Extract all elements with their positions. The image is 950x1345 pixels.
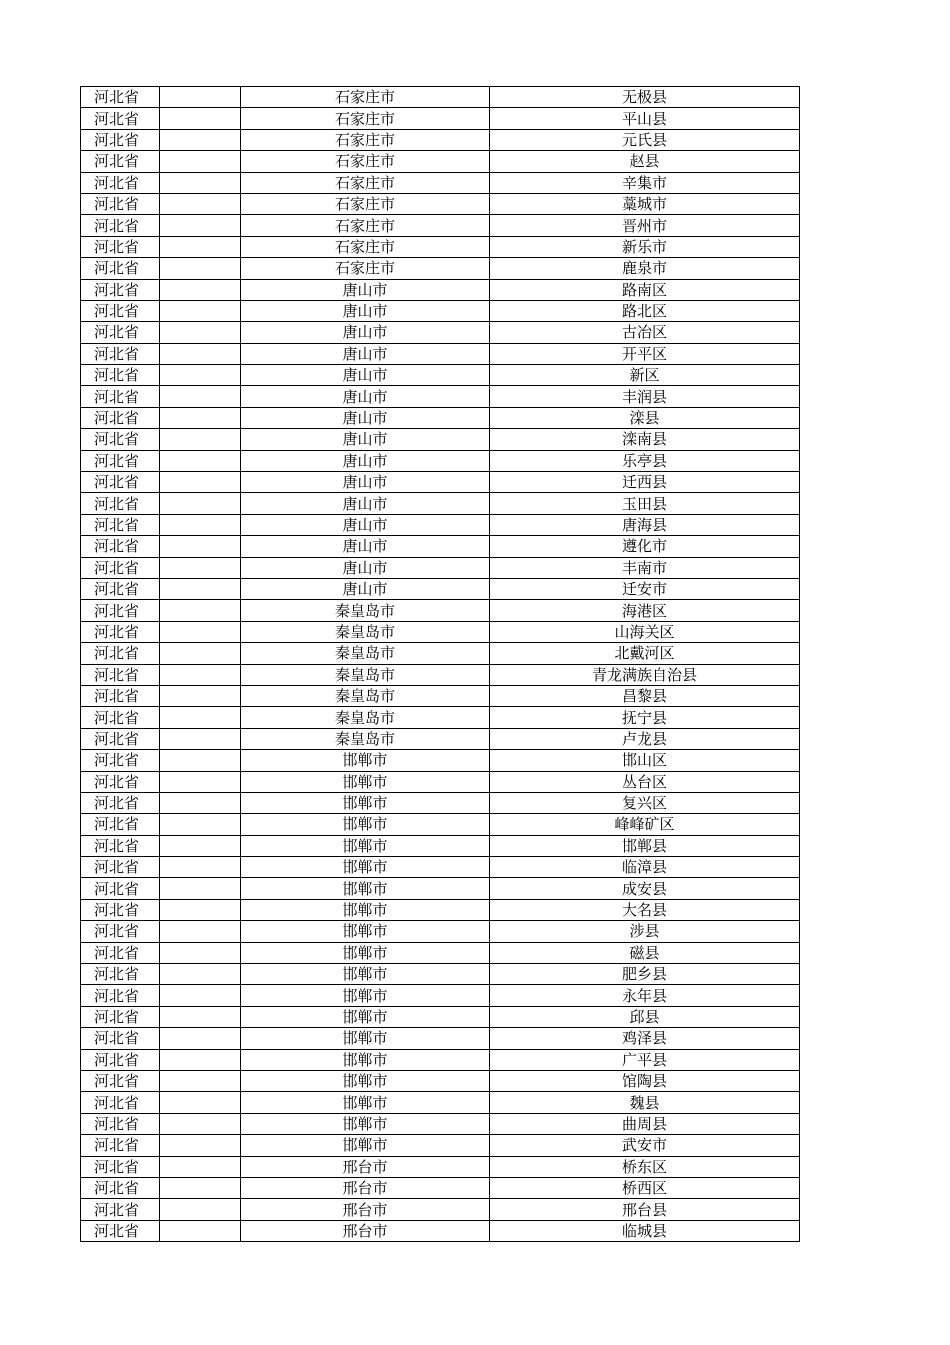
table-row <box>81 557 800 578</box>
table-row <box>81 621 800 642</box>
province-cell: 河北省 <box>81 343 160 364</box>
county-cell: 肥乡县 <box>490 964 800 985</box>
table-row <box>81 1199 800 1220</box>
city-cell: 秦皇岛市 <box>241 685 490 706</box>
empty-cell <box>160 322 241 343</box>
province-cell: 河北省 <box>81 1199 160 1220</box>
empty-cell <box>160 1199 241 1220</box>
city-cell: 唐山市 <box>241 365 490 386</box>
empty-cell <box>160 450 241 471</box>
empty-cell <box>160 985 241 1006</box>
empty-cell <box>160 578 241 599</box>
city-cell: 邯郸市 <box>241 964 490 985</box>
empty-cell <box>160 728 241 749</box>
table-row <box>81 835 800 856</box>
city-cell: 邯郸市 <box>241 1135 490 1156</box>
province-cell: 河北省 <box>81 450 160 471</box>
province-cell: 河北省 <box>81 750 160 771</box>
table-row <box>81 878 800 899</box>
province-cell: 河北省 <box>81 985 160 1006</box>
empty-cell <box>160 600 241 621</box>
empty-cell <box>160 771 241 792</box>
province-cell: 河北省 <box>81 664 160 685</box>
city-cell: 邯郸市 <box>241 878 490 899</box>
city-cell: 唐山市 <box>241 578 490 599</box>
province-cell: 河北省 <box>81 536 160 557</box>
province-cell: 河北省 <box>81 707 160 728</box>
county-cell: 涉县 <box>490 921 800 942</box>
table-row <box>81 857 800 878</box>
table-row <box>81 343 800 364</box>
table-row <box>81 1092 800 1113</box>
table-row <box>81 664 800 685</box>
table-row <box>81 685 800 706</box>
city-cell: 邯郸市 <box>241 921 490 942</box>
province-cell: 河北省 <box>81 236 160 257</box>
table-row <box>81 750 800 771</box>
table-row <box>81 643 800 664</box>
county-cell: 滦南县 <box>490 429 800 450</box>
county-cell: 迁安市 <box>490 578 800 599</box>
province-cell: 河北省 <box>81 1156 160 1177</box>
province-cell: 河北省 <box>81 407 160 428</box>
county-cell: 晋州市 <box>490 215 800 236</box>
county-cell: 抚宁县 <box>490 707 800 728</box>
empty-cell <box>160 707 241 728</box>
table-row <box>81 365 800 386</box>
table-row <box>81 1070 800 1091</box>
empty-cell <box>160 664 241 685</box>
county-cell: 卢龙县 <box>490 728 800 749</box>
county-cell: 新区 <box>490 365 800 386</box>
province-cell: 河北省 <box>81 472 160 493</box>
province-cell: 河北省 <box>81 964 160 985</box>
county-cell: 成安县 <box>490 878 800 899</box>
city-cell: 邯郸市 <box>241 899 490 920</box>
province-cell: 河北省 <box>81 1070 160 1091</box>
county-cell: 路北区 <box>490 300 800 321</box>
county-cell: 曲周县 <box>490 1113 800 1134</box>
county-cell: 鹿泉市 <box>490 258 800 279</box>
county-cell: 乐亭县 <box>490 450 800 471</box>
city-cell: 石家庄市 <box>241 193 490 214</box>
province-cell: 河北省 <box>81 814 160 835</box>
province-cell: 河北省 <box>81 87 160 108</box>
county-cell: 遵化市 <box>490 536 800 557</box>
empty-cell <box>160 1177 241 1198</box>
empty-cell <box>160 814 241 835</box>
county-cell: 峰峰矿区 <box>490 814 800 835</box>
province-cell: 河北省 <box>81 857 160 878</box>
county-cell: 广平县 <box>490 1049 800 1070</box>
county-cell: 邢台县 <box>490 1199 800 1220</box>
city-cell: 石家庄市 <box>241 129 490 150</box>
empty-cell <box>160 792 241 813</box>
county-cell: 滦县 <box>490 407 800 428</box>
county-cell: 平山县 <box>490 108 800 129</box>
region-table <box>80 86 800 1242</box>
province-cell: 河北省 <box>81 728 160 749</box>
province-cell: 河北省 <box>81 386 160 407</box>
table-row <box>81 215 800 236</box>
city-cell: 唐山市 <box>241 536 490 557</box>
table-row <box>81 193 800 214</box>
city-cell: 邯郸市 <box>241 1049 490 1070</box>
empty-cell <box>160 87 241 108</box>
county-cell: 山海关区 <box>490 621 800 642</box>
province-cell: 河北省 <box>81 942 160 963</box>
county-cell: 丛台区 <box>490 771 800 792</box>
county-cell: 开平区 <box>490 343 800 364</box>
county-cell: 北戴河区 <box>490 643 800 664</box>
empty-cell <box>160 835 241 856</box>
city-cell: 邯郸市 <box>241 1092 490 1113</box>
city-cell: 邯郸市 <box>241 771 490 792</box>
county-cell: 大名县 <box>490 899 800 920</box>
city-cell: 邯郸市 <box>241 857 490 878</box>
city-cell: 邯郸市 <box>241 835 490 856</box>
table-row <box>81 472 800 493</box>
empty-cell <box>160 514 241 535</box>
county-cell: 古冶区 <box>490 322 800 343</box>
empty-cell <box>160 536 241 557</box>
empty-cell <box>160 365 241 386</box>
city-cell: 石家庄市 <box>241 172 490 193</box>
table-row <box>81 1028 800 1049</box>
empty-cell <box>160 1070 241 1091</box>
table-row <box>81 942 800 963</box>
empty-cell <box>160 1049 241 1070</box>
province-cell: 河北省 <box>81 1006 160 1027</box>
empty-cell <box>160 1006 241 1027</box>
city-cell: 邯郸市 <box>241 942 490 963</box>
city-cell: 邯郸市 <box>241 1113 490 1134</box>
table-row <box>81 964 800 985</box>
city-cell: 石家庄市 <box>241 215 490 236</box>
table-row <box>81 771 800 792</box>
province-cell: 河北省 <box>81 108 160 129</box>
county-cell: 赵县 <box>490 151 800 172</box>
empty-cell <box>160 279 241 300</box>
county-cell: 辛集市 <box>490 172 800 193</box>
city-cell: 邯郸市 <box>241 1028 490 1049</box>
county-cell: 新乐市 <box>490 236 800 257</box>
table-body <box>81 87 800 1242</box>
county-cell: 丰润县 <box>490 386 800 407</box>
empty-cell <box>160 621 241 642</box>
table-row <box>81 792 800 813</box>
county-cell: 藁城市 <box>490 193 800 214</box>
county-cell: 唐海县 <box>490 514 800 535</box>
city-cell: 石家庄市 <box>241 258 490 279</box>
county-cell: 魏县 <box>490 1092 800 1113</box>
empty-cell <box>160 172 241 193</box>
county-cell: 玉田县 <box>490 493 800 514</box>
county-cell: 永年县 <box>490 985 800 1006</box>
table-row <box>81 899 800 920</box>
city-cell: 秦皇岛市 <box>241 600 490 621</box>
city-cell: 石家庄市 <box>241 87 490 108</box>
county-cell: 邱县 <box>490 1006 800 1027</box>
table-row <box>81 1220 800 1241</box>
empty-cell <box>160 857 241 878</box>
county-cell: 邯郸县 <box>490 835 800 856</box>
table-row <box>81 1135 800 1156</box>
city-cell: 邯郸市 <box>241 750 490 771</box>
empty-cell <box>160 1028 241 1049</box>
table-row <box>81 108 800 129</box>
empty-cell <box>160 964 241 985</box>
city-cell: 邯郸市 <box>241 814 490 835</box>
table-row <box>81 1156 800 1177</box>
county-cell: 海港区 <box>490 600 800 621</box>
table-row <box>81 407 800 428</box>
province-cell: 河北省 <box>81 1092 160 1113</box>
county-cell: 邯山区 <box>490 750 800 771</box>
table-row <box>81 236 800 257</box>
city-cell: 唐山市 <box>241 279 490 300</box>
empty-cell <box>160 557 241 578</box>
city-cell: 秦皇岛市 <box>241 728 490 749</box>
empty-cell <box>160 1135 241 1156</box>
city-cell: 唐山市 <box>241 472 490 493</box>
table-row <box>81 493 800 514</box>
province-cell: 河北省 <box>81 899 160 920</box>
empty-cell <box>160 685 241 706</box>
table-row <box>81 258 800 279</box>
empty-cell <box>160 921 241 942</box>
province-cell: 河北省 <box>81 258 160 279</box>
province-cell: 河北省 <box>81 1113 160 1134</box>
empty-cell <box>160 236 241 257</box>
province-cell: 河北省 <box>81 365 160 386</box>
empty-cell <box>160 878 241 899</box>
city-cell: 唐山市 <box>241 557 490 578</box>
county-cell: 复兴区 <box>490 792 800 813</box>
empty-cell <box>160 343 241 364</box>
city-cell: 石家庄市 <box>241 108 490 129</box>
province-cell: 河北省 <box>81 279 160 300</box>
city-cell: 唐山市 <box>241 514 490 535</box>
county-cell: 元氏县 <box>490 129 800 150</box>
city-cell: 秦皇岛市 <box>241 621 490 642</box>
city-cell: 邢台市 <box>241 1220 490 1241</box>
county-cell: 无极县 <box>490 87 800 108</box>
empty-cell <box>160 151 241 172</box>
empty-cell <box>160 942 241 963</box>
province-cell: 河北省 <box>81 172 160 193</box>
table-row <box>81 1006 800 1027</box>
province-cell: 河北省 <box>81 600 160 621</box>
province-cell: 河北省 <box>81 429 160 450</box>
table-row <box>81 514 800 535</box>
empty-cell <box>160 643 241 664</box>
county-cell: 丰南市 <box>490 557 800 578</box>
province-cell: 河北省 <box>81 129 160 150</box>
city-cell: 唐山市 <box>241 407 490 428</box>
city-cell: 石家庄市 <box>241 236 490 257</box>
city-cell: 邢台市 <box>241 1177 490 1198</box>
city-cell: 唐山市 <box>241 386 490 407</box>
empty-cell <box>160 1156 241 1177</box>
province-cell: 河北省 <box>81 1135 160 1156</box>
table-row <box>81 300 800 321</box>
province-cell: 河北省 <box>81 1028 160 1049</box>
city-cell: 唐山市 <box>241 343 490 364</box>
empty-cell <box>160 1092 241 1113</box>
province-cell: 河北省 <box>81 151 160 172</box>
empty-cell <box>160 493 241 514</box>
table-row <box>81 707 800 728</box>
table-row <box>81 1113 800 1134</box>
city-cell: 邢台市 <box>241 1156 490 1177</box>
county-cell: 临漳县 <box>490 857 800 878</box>
county-cell: 青龙满族自治县 <box>490 664 800 685</box>
city-cell: 唐山市 <box>241 429 490 450</box>
province-cell: 河北省 <box>81 685 160 706</box>
county-cell: 路南区 <box>490 279 800 300</box>
table-row <box>81 578 800 599</box>
province-cell: 河北省 <box>81 621 160 642</box>
county-cell: 馆陶县 <box>490 1070 800 1091</box>
table-row <box>81 814 800 835</box>
table-row <box>81 87 800 108</box>
table-row <box>81 1049 800 1070</box>
table-row <box>81 322 800 343</box>
province-cell: 河北省 <box>81 493 160 514</box>
table-row <box>81 172 800 193</box>
empty-cell <box>160 300 241 321</box>
table-row <box>81 450 800 471</box>
county-cell: 临城县 <box>490 1220 800 1241</box>
table-row <box>81 600 800 621</box>
city-cell: 秦皇岛市 <box>241 664 490 685</box>
city-cell: 邯郸市 <box>241 792 490 813</box>
empty-cell <box>160 472 241 493</box>
table-row <box>81 279 800 300</box>
province-cell: 河北省 <box>81 193 160 214</box>
table-row <box>81 151 800 172</box>
table-row <box>81 728 800 749</box>
county-cell: 武安市 <box>490 1135 800 1156</box>
province-cell: 河北省 <box>81 578 160 599</box>
province-cell: 河北省 <box>81 792 160 813</box>
province-cell: 河北省 <box>81 643 160 664</box>
empty-cell <box>160 407 241 428</box>
empty-cell <box>160 1113 241 1134</box>
county-cell: 桥西区 <box>490 1177 800 1198</box>
table-row <box>81 921 800 942</box>
empty-cell <box>160 258 241 279</box>
table-row <box>81 536 800 557</box>
table-row <box>81 129 800 150</box>
table-row <box>81 386 800 407</box>
empty-cell <box>160 129 241 150</box>
province-cell: 河北省 <box>81 1220 160 1241</box>
table-row <box>81 1177 800 1198</box>
province-cell: 河北省 <box>81 322 160 343</box>
city-cell: 唐山市 <box>241 493 490 514</box>
city-cell: 邯郸市 <box>241 1006 490 1027</box>
province-cell: 河北省 <box>81 300 160 321</box>
province-cell: 河北省 <box>81 557 160 578</box>
empty-cell <box>160 193 241 214</box>
empty-cell <box>160 215 241 236</box>
province-cell: 河北省 <box>81 878 160 899</box>
empty-cell <box>160 386 241 407</box>
city-cell: 石家庄市 <box>241 151 490 172</box>
county-cell: 磁县 <box>490 942 800 963</box>
empty-cell <box>160 108 241 129</box>
province-cell: 河北省 <box>81 1049 160 1070</box>
province-cell: 河北省 <box>81 771 160 792</box>
empty-cell <box>160 899 241 920</box>
province-cell: 河北省 <box>81 215 160 236</box>
empty-cell <box>160 750 241 771</box>
city-cell: 唐山市 <box>241 322 490 343</box>
county-cell: 迁西县 <box>490 472 800 493</box>
province-cell: 河北省 <box>81 835 160 856</box>
city-cell: 秦皇岛市 <box>241 643 490 664</box>
city-cell: 邢台市 <box>241 1199 490 1220</box>
table-row <box>81 985 800 1006</box>
city-cell: 邯郸市 <box>241 1070 490 1091</box>
province-cell: 河北省 <box>81 1177 160 1198</box>
county-cell: 桥东区 <box>490 1156 800 1177</box>
city-cell: 秦皇岛市 <box>241 707 490 728</box>
province-cell: 河北省 <box>81 514 160 535</box>
empty-cell <box>160 1220 241 1241</box>
county-cell: 鸡泽县 <box>490 1028 800 1049</box>
city-cell: 唐山市 <box>241 300 490 321</box>
empty-cell <box>160 429 241 450</box>
province-cell: 河北省 <box>81 921 160 942</box>
table-row <box>81 429 800 450</box>
city-cell: 唐山市 <box>241 450 490 471</box>
city-cell: 邯郸市 <box>241 985 490 1006</box>
county-cell: 昌黎县 <box>490 685 800 706</box>
